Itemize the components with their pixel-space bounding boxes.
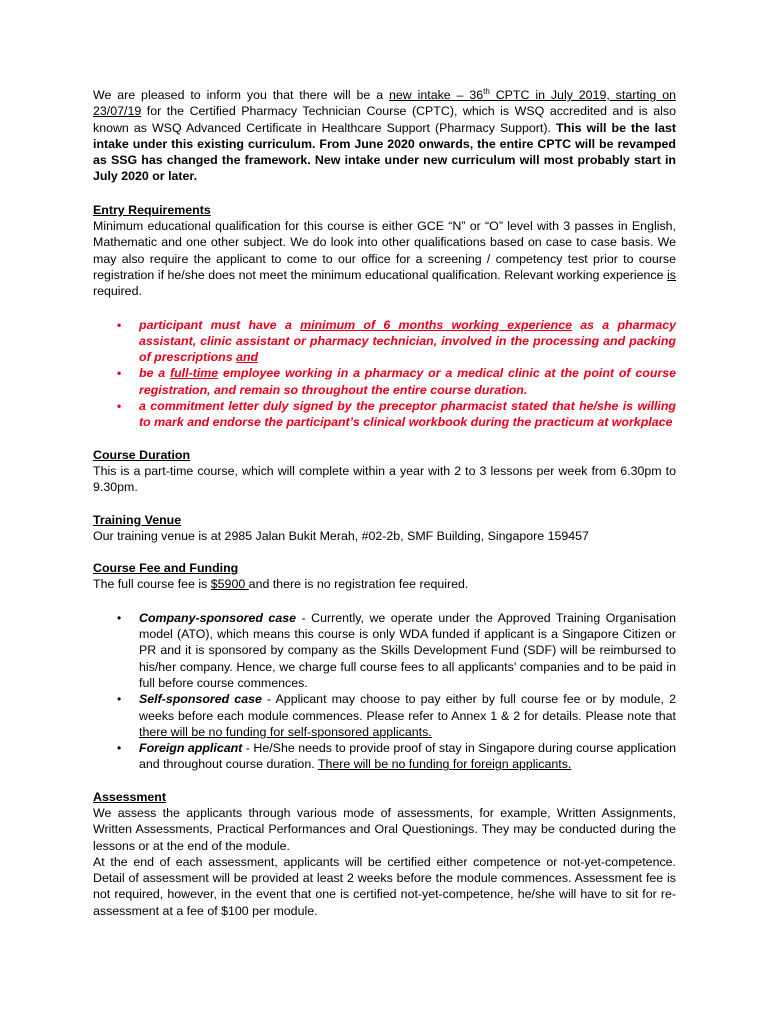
training-venue-text: Our training venue is at 2985 Jalan Bukit Merah, #02-2b, SMF Building, Singapore 159457 [93,528,589,543]
intro-paragraph: We are pleased to inform you that there will be a new intake – 36th CPTC in July 2019, starting on 23/07/19 for the Certified Pharmacy Technician Course (CPTC), which is WSQ accredited and is also known as WSQ Advanced Certificate in Healthcare Support (Pharmacy Support). This will be the last intake under this existing curriculum. From June 2020 onwards, the entire CPTC will be revamped as SSG has changed the framework. New intake under new curriculum will most probably start in July 2020 or later. [93,86,676,184]
bullet-icon: • [117,399,122,414]
assessment-text-2: At the end of each assessment, applicants will be certified either competence or not-yet-competence. Detail of assessment will be provided at least 2 weeks before the module commences. Assessment fee is not required, however, in the event that one is certified not-yet-competence, he/she will have to sit for re-assessment at a fee of $100 per module. [93,854,676,918]
list-item: • a commitment letter duly signed by the preceptor pharmacist stated that he/she is willing to mark and endorse the participant’s clinical workbook during the practicum at workplace [117,399,676,430]
training-venue-heading: Training Venue [93,512,182,527]
course-fee-heading: Course Fee and Funding [93,561,239,576]
list-item: • be a full-time employee working in a pharmacy or a medical clinic at the point of course registration, and remain so throughout the entire course duration. [117,366,676,397]
course-duration-heading: Course Duration [93,447,191,462]
list-item: • Self-sponsored case - Applicant may choose to pay either by full course fee or by module, 2 weeks before each module commences. Please refer to Annex 1 & 2 for details. Please note that there will be no funding for self-sponsored applicants. [117,692,677,739]
document-body [93,87,676,919]
course-duration-text: This is a part-time course, which will complete within a year with 2 to 3 lessons per week from 6.30pm to 9.30pm. [93,463,676,495]
bullet-icon: • [117,610,122,625]
bullet-icon: • [117,317,122,332]
list-item: • participant must have a minimum of 6 months working experience as a pharmacy assistant, clinic assistant or pharmacy technician, involved in the processing and packing of prescriptions and [117,317,676,365]
assessment-heading: Assessment [93,789,167,804]
bullet-icon: • [117,692,122,707]
list-item: • Foreign applicant - He/She needs to provide proof of stay in Singapore during course application and throughout course duration. There will be no funding for foreign applicants. [117,741,677,772]
entry-requirements-heading: Entry Requirements [93,202,211,217]
entry-requirements-list [93,317,676,431]
bullet-icon: • [117,741,122,756]
intro-notice: This will be the last intake under this existing curriculum. From June 2020 onwards, the entire CPTC will be revamped as SSG has changed the framework. New intake under new curriculum will most probably start in July 2020 or later. [93,120,676,184]
list-item: • Company-sponsored case - Currently, we operate under the Approved Training Organisation model (ATO), which means this course is only WDA funded if applicant is a Singapore Citizen or PR and it is sponsored by company as the Skills Development Fund (SDF) will be reimbursed to his/her company. Hence, we charge full course fees to all applicants’ companies and to be paid in full before course commences. [117,610,676,690]
assessment-text-1: We assess the applicants through various mode of assessments, for example, Written Assignments, Written Assessments, Practical Performances and Oral Questionings. They may be conducted during the lessons or at the end of the module. [93,805,676,853]
intake-highlight: new intake – 36th CPTC in July 2019, starting on 23/07/19 [93,86,676,119]
bullet-icon: • [117,366,122,381]
funding-cases-list [93,610,676,773]
course-fee-amount: $5900 [210,577,249,592]
entry-requirements-text: Minimum educational qualification for this course is either GCE “N” or “O” level with 3 passes in English, Mathematic and one other subject. We do look into other qualifications based on case to case basis. We may also require the applicant to come to our office for a screening / competency test prior to course registration if he/she does not meet the minimum educational qualification. Relevant working experience is required. [93,219,676,299]
course-fee-text: The full course fee is $5900 and there is no registration fee required. [93,577,469,592]
